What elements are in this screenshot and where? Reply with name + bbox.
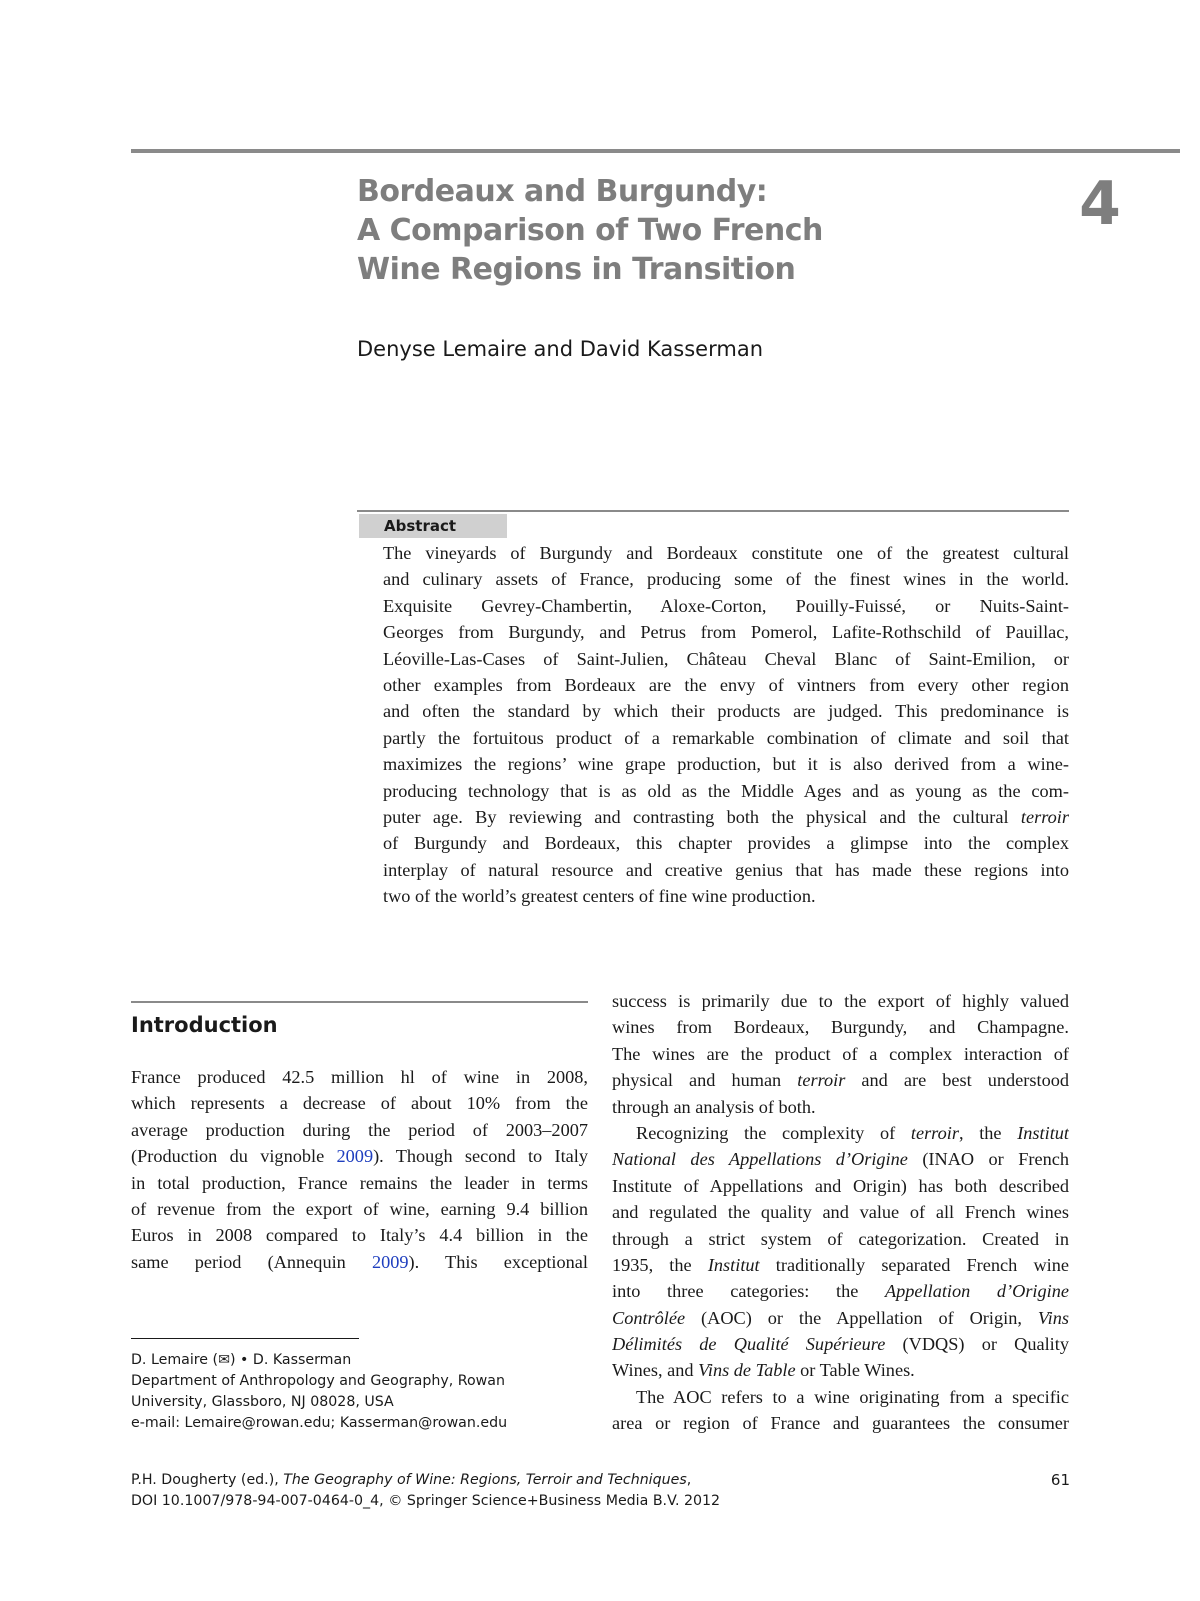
body-line [612, 1252, 1069, 1278]
body-line: average production during the period of 2003–2007 [131, 1119, 588, 1140]
body-line [131, 1143, 588, 1169]
italic-term: terroir [910, 1122, 959, 1143]
body-text: , the [958, 1122, 1018, 1143]
book-title: The Geography of Wine: Regions, Terroir and Techniques [283, 1472, 687, 1488]
body-line: area or region of France and guarantees the consumer [612, 1413, 1069, 1434]
body-line: Euros in 2008 compared to Italy’s 4.4 billion in the [131, 1225, 588, 1246]
body-text: (INAO or French [907, 1149, 1069, 1170]
page-number: 61 [1050, 1471, 1070, 1489]
body-line [612, 1331, 1069, 1357]
abstract-line: producing technology that is as old as the Middle Ages and as young as the com- [383, 780, 1069, 801]
abstract-line: and culinary assets of France, producing some of the finest wines in the world. [383, 569, 1069, 590]
body-text: Wines, and [612, 1360, 699, 1381]
body-text: into three categories: the [612, 1281, 885, 1302]
footer-citation [131, 1470, 1071, 1491]
italic-term: terroir [797, 1070, 846, 1091]
body-line: Institute of Appellations and Origin) has both described [612, 1175, 1069, 1196]
abstract-line: and often the standard by which their products are judged. This predominance is [383, 701, 1069, 722]
body-line: and regulated the quality and value of all French wines [612, 1202, 1069, 1223]
citation-link[interactable]: 2009 [371, 1251, 409, 1272]
author-footnote [131, 1350, 591, 1434]
title-line: A Comparison of Two French [357, 213, 823, 248]
body-text: Recognizing the complexity of [636, 1122, 911, 1143]
right-column [612, 988, 1069, 1437]
abstract-line: maximizes the regions’ wine grape production, but it is also derived from a wine- [383, 754, 1069, 775]
body-line: France produced 42.5 million hl of wine in 2008, [131, 1067, 588, 1087]
body-text: physical and human [612, 1070, 798, 1091]
footnote-line: Department of Anthropology and Geography, Rowan [131, 1373, 505, 1389]
introduction-heading: Introduction [131, 1013, 278, 1037]
body-line: in total production, France remains the leader in terms [131, 1172, 588, 1193]
body-line: through an analysis of both. [612, 1096, 816, 1117]
chapter-title [357, 172, 917, 289]
italic-term: Appellation d’Origine [884, 1281, 1069, 1302]
body-line [612, 1278, 1069, 1304]
abstract-text: puter age. By reviewing and contrasting both the physical and the cultural [383, 806, 1009, 827]
body-line: The wines are the product of a complex interaction of [612, 1043, 1069, 1064]
title-line: Bordeaux and Burgundy: [357, 174, 768, 209]
italic-term: Institut [707, 1254, 760, 1275]
body-text: or Table Wines. [795, 1360, 915, 1381]
italic-term: Institut [1017, 1122, 1069, 1143]
authors: Denyse Lemaire and David Kasserman [357, 337, 764, 361]
body-line [612, 1146, 1069, 1172]
body-text: (VDQS) or Quality [885, 1334, 1069, 1355]
abstract-rule [357, 510, 1069, 512]
abstract-line: other examples from Bordeaux are the envy of vintners from every other region [383, 674, 1069, 695]
abstract-line: Georges from Burgundy, and Petrus from Pomerol, Lafite-Rothschild of Pauillac, [383, 622, 1069, 643]
abstract-line: The vineyards of Burgundy and Bordeaux constitute one of the greatest cultural [383, 543, 1069, 563]
title-line: Wine Regions in Transition [357, 252, 796, 287]
body-text: (Production du vignoble [131, 1146, 337, 1167]
body-text: ). This exceptional [408, 1251, 588, 1272]
body-line: of revenue from the export of wine, earning 9.4 billion [131, 1198, 588, 1219]
footer-doi: DOI 10.1007/978-94-007-0464-0_4, © Springer Science+Business Media B.V. 2012 [131, 1493, 721, 1509]
abstract-line: interplay of natural resource and creative genius that has made these regions into [383, 859, 1069, 880]
page-footer [131, 1470, 1071, 1512]
footnote-line: e-mail: Lemaire@rowan.edu; Kasserman@rowan.edu [131, 1415, 508, 1431]
body-line [131, 1249, 588, 1275]
italic-term: Délimités de Qualité Supérieure [612, 1334, 886, 1355]
italic-term: Contrôlée [612, 1307, 686, 1328]
abstract-body [383, 540, 1069, 909]
body-line: which represents a decrease of about 10% from the [131, 1093, 588, 1114]
italic-term: Vins [1037, 1307, 1069, 1328]
body-line [612, 1067, 1069, 1093]
body-text: traditionally separated French wine [759, 1254, 1069, 1275]
footer-text: P.H. Dougherty (ed.), [131, 1472, 284, 1488]
italic-term: National des Appellations d’Origine [612, 1149, 908, 1170]
abstract-line [383, 804, 1069, 830]
body-text: ). Though second to Italy [373, 1146, 588, 1167]
introduction-rule [131, 1001, 588, 1003]
body-line: wines from Bordeaux, Burgundy, and Champagne. [612, 1017, 1069, 1038]
body-line: success is primarily due to the export of highly valued [612, 991, 1069, 1011]
body-line: The AOC refers to a wine originating from a specific [636, 1386, 1069, 1407]
abstract-line: partly the fortuitous product of a remarkable combination of climate and soil that [383, 727, 1069, 748]
body-text: 1935, the [612, 1254, 708, 1275]
body-line [612, 1305, 1069, 1331]
body-text: and are best understood [845, 1070, 1069, 1091]
footnote-rule [131, 1338, 359, 1339]
italic-term: Vins de Table [698, 1360, 796, 1381]
footnote-line: University, Glassboro, NJ 08028, USA [131, 1394, 394, 1410]
body-line: through a strict system of categorization. Created in [612, 1228, 1069, 1249]
left-column [131, 1064, 588, 1275]
abstract-line: of Burgundy and Bordeaux, this chapter provides a glimpse into the complex [383, 833, 1069, 854]
top-rule [131, 149, 1180, 153]
abstract-italic-term: terroir [1020, 806, 1069, 827]
footer-text: , [686, 1472, 692, 1488]
citation-link[interactable]: 2009 [336, 1146, 374, 1167]
abstract-label: Abstract [384, 517, 457, 535]
body-text: (AOC) or the Appellation of Origin, [685, 1307, 1038, 1328]
body-line [612, 1357, 1069, 1383]
chapter-number: 4 [1079, 169, 1121, 239]
abstract-line: two of the world’s greatest centers of fine wine production. [383, 886, 816, 907]
body-line [612, 1120, 1069, 1146]
footnote-line: D. Lemaire (✉) • D. Kasserman [131, 1352, 352, 1368]
abstract-line: Léoville-Las-Cases of Saint-Julien, Château Cheval Blanc of Saint-Emilion, or [383, 648, 1069, 669]
body-text: same period (Annequin [131, 1251, 372, 1272]
abstract-line: Exquisite Gevrey-Chambertin, Aloxe-Corton, Pouilly-Fuissé, or Nuits-Saint- [383, 595, 1069, 616]
